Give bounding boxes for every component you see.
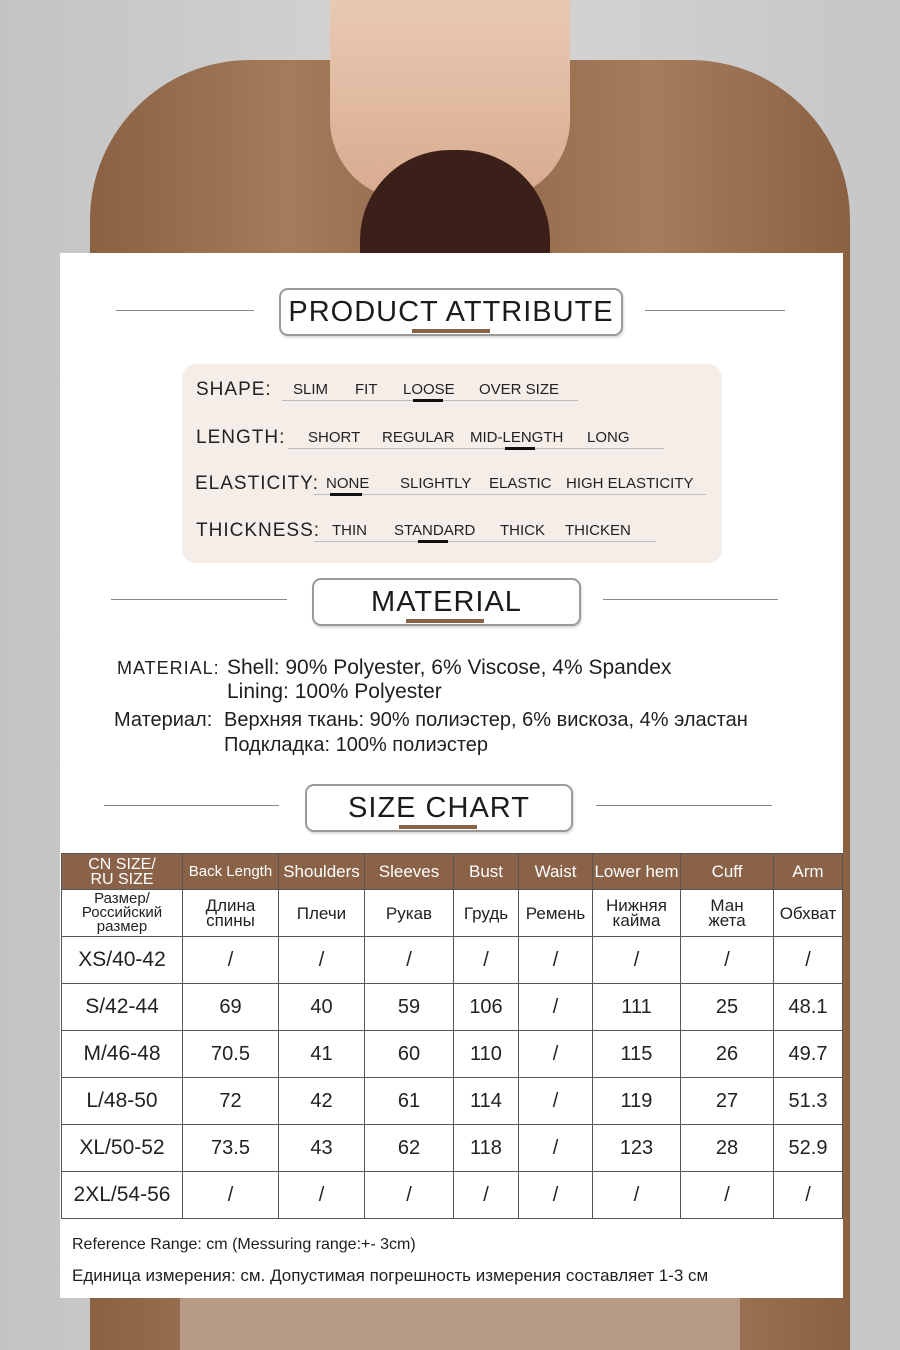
table-cell: 52.9 bbox=[774, 1125, 843, 1172]
option-short: SHORT bbox=[308, 429, 361, 446]
model-legs bbox=[180, 1290, 740, 1350]
table-cell: / bbox=[681, 937, 774, 984]
selected-marker-thickness bbox=[418, 540, 448, 543]
material-lining-ru: Подкладка: 100% полиэстер bbox=[224, 734, 489, 756]
table-cell: / bbox=[774, 937, 843, 984]
option-over-size: OVER SIZE bbox=[479, 381, 560, 398]
header-cell: Waist bbox=[519, 854, 593, 890]
table-cell: / bbox=[519, 1125, 593, 1172]
material-label-en: MATERIAL: bbox=[117, 658, 220, 678]
selected-marker-length bbox=[505, 447, 535, 450]
size-cell: M/46-48 bbox=[62, 1031, 183, 1078]
attribute-label-shape: SHAPE: bbox=[196, 379, 272, 400]
table-cell: 111 bbox=[593, 984, 681, 1031]
table-cell: / bbox=[519, 937, 593, 984]
reference-note-ru: Единица измерения: см. Допустимая погрешность измерения составляет 1-3 см bbox=[72, 1266, 709, 1285]
table-cell: 115 bbox=[593, 1031, 681, 1078]
table-row bbox=[62, 1125, 843, 1172]
header-cell: Arm bbox=[774, 854, 843, 890]
table-cell: 49.7 bbox=[774, 1031, 843, 1078]
attribute-rule bbox=[314, 541, 656, 542]
table-cell: 25 bbox=[681, 984, 774, 1031]
header-cell: Back Length bbox=[183, 854, 279, 890]
table-cell: / bbox=[365, 937, 454, 984]
table-cell: 73.5 bbox=[183, 1125, 279, 1172]
table-cell: / bbox=[279, 937, 365, 984]
attribute-label-elasticity: ELASTICITY: bbox=[195, 473, 319, 494]
divider-line bbox=[645, 310, 785, 311]
header-cell: Ремень bbox=[519, 890, 593, 937]
size-cell: XL/50-52 bbox=[62, 1125, 183, 1172]
table-cell: 119 bbox=[593, 1078, 681, 1125]
option-high-elasticity: HIGH ELASTICITY bbox=[566, 475, 694, 492]
header-cell: Плечи bbox=[279, 890, 365, 937]
table-cell: / bbox=[593, 1172, 681, 1219]
title-underline bbox=[406, 619, 484, 623]
material-shell-ru: Верхняя ткань: 90% полиэстер, 6% вискоза, 4% эластан bbox=[224, 709, 748, 731]
reference-note-en: Reference Range: cm (Messuring range:+- 3cm) bbox=[72, 1236, 416, 1253]
table-cell: 60 bbox=[365, 1031, 454, 1078]
table-cell: 70.5 bbox=[183, 1031, 279, 1078]
option-long: LONG bbox=[587, 429, 630, 446]
table-cell: 72 bbox=[183, 1078, 279, 1125]
header-cell: CN SIZE/ RU SIZE bbox=[62, 854, 183, 890]
header-cell: Рукав bbox=[365, 890, 454, 937]
header-cell: Нижняя кайма bbox=[593, 890, 681, 937]
title-underline bbox=[412, 329, 490, 333]
table-row bbox=[62, 1031, 843, 1078]
divider-line bbox=[111, 599, 287, 600]
option-regular: REGULAR bbox=[382, 429, 455, 446]
table-cell: / bbox=[279, 1172, 365, 1219]
attribute-rule bbox=[314, 494, 706, 495]
header-cell: Sleeves bbox=[365, 854, 454, 890]
header-cell: Cuff bbox=[681, 854, 774, 890]
header-cell: Bust bbox=[454, 854, 519, 890]
header-cell: Длина спины bbox=[183, 890, 279, 937]
attribute-label-length: LENGTH: bbox=[196, 427, 286, 448]
divider-line bbox=[596, 805, 772, 806]
selected-marker-shape bbox=[413, 399, 443, 402]
table-cell: 42 bbox=[279, 1078, 365, 1125]
table-cell: 123 bbox=[593, 1125, 681, 1172]
table-cell: 27 bbox=[681, 1078, 774, 1125]
table-cell: / bbox=[454, 937, 519, 984]
option-thin: THIN bbox=[332, 522, 367, 539]
table-row bbox=[62, 937, 843, 984]
header-row-en bbox=[62, 854, 843, 890]
table-cell: 62 bbox=[365, 1125, 454, 1172]
size-cell: XS/40-42 bbox=[62, 937, 183, 984]
table-cell: / bbox=[454, 1172, 519, 1219]
table-cell: 69 bbox=[183, 984, 279, 1031]
option-loose: LOOSE bbox=[403, 381, 455, 398]
option-slightly: SLIGHTLY bbox=[400, 475, 472, 492]
table-cell: 41 bbox=[279, 1031, 365, 1078]
product-attribute-title: PRODUCT ATTRIBUTE bbox=[279, 288, 623, 336]
table-cell: 106 bbox=[454, 984, 519, 1031]
header-cell: Ман жета bbox=[681, 890, 774, 937]
table-cell: / bbox=[519, 984, 593, 1031]
table-cell: / bbox=[365, 1172, 454, 1219]
divider-line bbox=[603, 599, 778, 600]
table-cell: / bbox=[593, 937, 681, 984]
table-cell: / bbox=[681, 1172, 774, 1219]
size-chart-title: SIZE CHART bbox=[305, 784, 573, 832]
header-cell: Грудь bbox=[454, 890, 519, 937]
table-cell: / bbox=[519, 1031, 593, 1078]
table-cell: 43 bbox=[279, 1125, 365, 1172]
size-chart-table bbox=[61, 853, 843, 1219]
table-cell: / bbox=[519, 1172, 593, 1219]
header-row-ru bbox=[62, 890, 843, 937]
option-mid-length: MID-LENGTH bbox=[470, 429, 564, 446]
header-cell: Обхват bbox=[774, 890, 843, 937]
table-cell: 26 bbox=[681, 1031, 774, 1078]
option-slim: SLIM bbox=[293, 381, 329, 398]
table-cell: 28 bbox=[681, 1125, 774, 1172]
table-cell: / bbox=[774, 1172, 843, 1219]
divider-line bbox=[104, 805, 279, 806]
material-lining-en: Lining: 100% Polyester bbox=[227, 680, 442, 703]
table-cell: 59 bbox=[365, 984, 454, 1031]
table-cell: 48.1 bbox=[774, 984, 843, 1031]
option-elastic: ELASTIC bbox=[489, 475, 552, 492]
material-shell-en: Shell: 90% Polyester, 6% Viscose, 4% Spandex bbox=[227, 656, 672, 679]
size-cell: 2XL/54-56 bbox=[62, 1172, 183, 1219]
material-label-ru: Материал: bbox=[114, 709, 213, 731]
title-underline bbox=[399, 825, 477, 829]
size-cell: L/48-50 bbox=[62, 1078, 183, 1125]
table-row bbox=[62, 1172, 843, 1219]
option-fit: FIT bbox=[355, 381, 378, 398]
option-standard: STANDARD bbox=[394, 522, 476, 539]
header-cell: Lower hem bbox=[593, 854, 681, 890]
table-cell: / bbox=[183, 937, 279, 984]
table-cell: 114 bbox=[454, 1078, 519, 1125]
option-thicken: THICKEN bbox=[565, 522, 631, 539]
table-cell: 40 bbox=[279, 984, 365, 1031]
attribute-label-thickness: THICKNESS: bbox=[196, 520, 321, 541]
header-cell: Размер/ Российский размер bbox=[62, 890, 183, 937]
table-cell: 51.3 bbox=[774, 1078, 843, 1125]
header-cell: Shoulders bbox=[279, 854, 365, 890]
attribute-rule bbox=[288, 448, 664, 449]
table-row bbox=[62, 1078, 843, 1125]
material-title: MATERIAL bbox=[312, 578, 581, 626]
divider-line bbox=[116, 310, 254, 311]
table-cell: 118 bbox=[454, 1125, 519, 1172]
table-cell: 61 bbox=[365, 1078, 454, 1125]
table-cell: / bbox=[519, 1078, 593, 1125]
selected-marker-elasticity bbox=[330, 493, 362, 496]
table-cell: 110 bbox=[454, 1031, 519, 1078]
table-cell: / bbox=[183, 1172, 279, 1219]
option-thick: THICK bbox=[500, 522, 545, 539]
option-none: NONE bbox=[326, 475, 370, 492]
table-row bbox=[62, 984, 843, 1031]
size-cell: S/42-44 bbox=[62, 984, 183, 1031]
